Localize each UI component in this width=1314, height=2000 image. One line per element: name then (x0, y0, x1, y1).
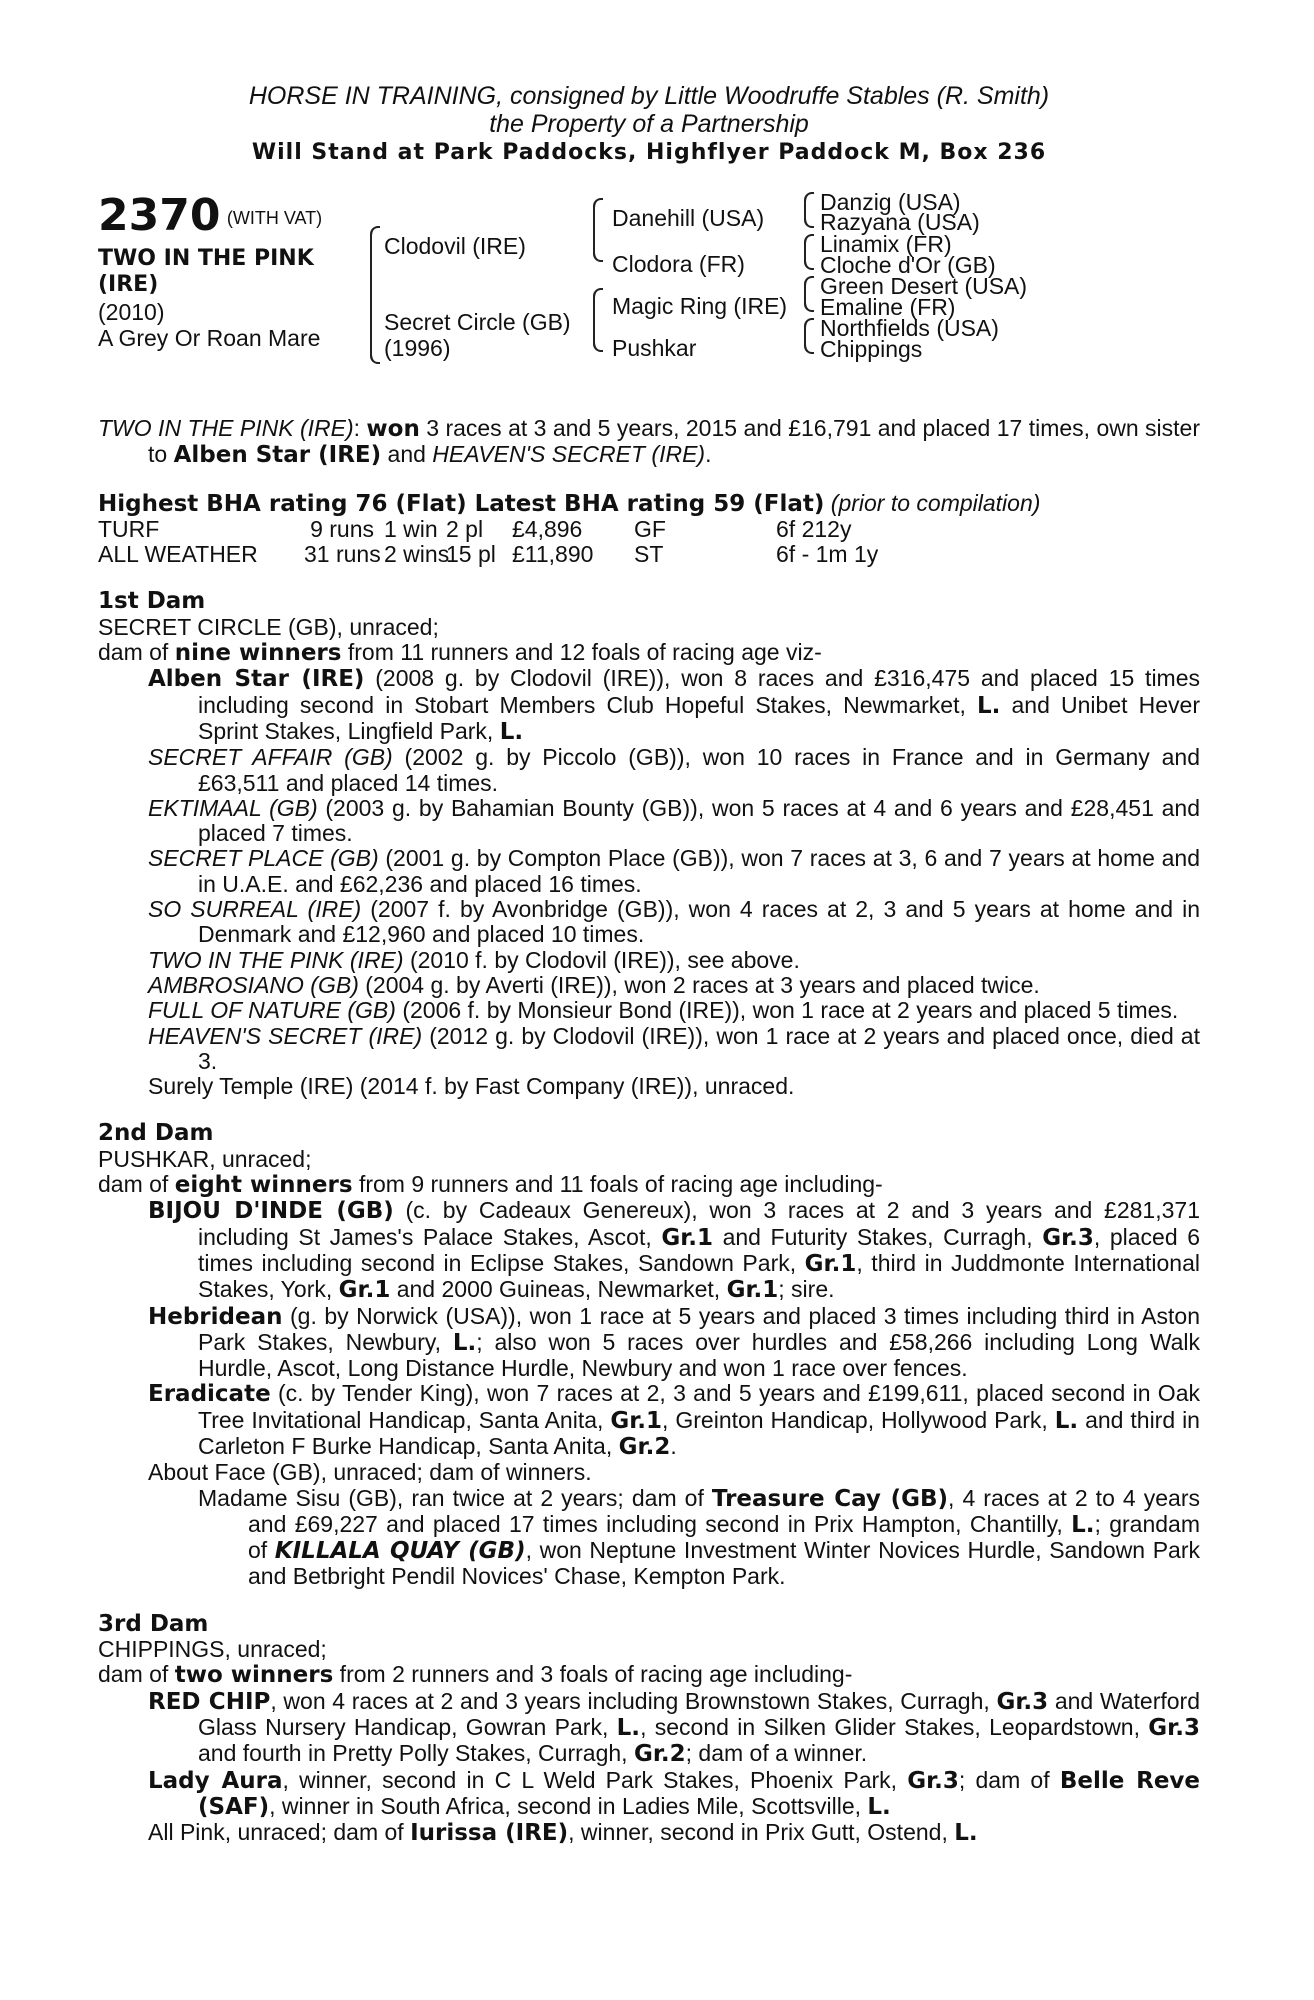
produce-name: FULL OF NATURE (GB) (148, 997, 396, 1024)
catalogue-page (98, 82, 1200, 1846)
dam-produce-line (98, 1662, 1200, 1688)
produce-pre: dam of (98, 1171, 175, 1198)
group-tag: Gr.3 (1042, 1224, 1094, 1251)
produce-post: from 11 runners and 12 foals of racing age viz- (341, 639, 822, 666)
produce-text: , Greinton Handicap, Hollywood Park, (662, 1406, 1055, 1433)
rating-note: (prior to compilation) (824, 489, 1041, 516)
produce-entry: Surely Temple (IRE) (2014 f. by Fast Company (IRE)), unraced. (148, 1073, 795, 1100)
produce-text: (2012 g. by Clodovil (IRE)), won 1 race at 2 years and placed once, died at 3. (198, 1022, 1200, 1074)
produce-entry: About Face (GB), unraced; dam of winners. (148, 1459, 592, 1486)
produce-text: (2002 g. by Piccolo (GB)), won 10 races in France and in Germany and £63,511 and placed 14 times. (198, 744, 1200, 796)
produce-entry (148, 1198, 1200, 1303)
listed-tag: L. (616, 1714, 641, 1741)
stat-row-turf (98, 517, 1200, 542)
produce-name: SECRET AFFAIR (GB) (148, 744, 393, 771)
winners-count: two winners (174, 1662, 334, 1689)
produce-entry (148, 1820, 1200, 1846)
summary-horse: TWO IN THE PINK (IRE) (98, 415, 354, 441)
produce-name: Hebridean (148, 1303, 283, 1330)
produce-entry (198, 1486, 1200, 1590)
dam-name-line: SECRET CIRCLE (GB), unraced; (98, 613, 439, 640)
produce-text: (2008 g. by Clodovil (IRE)), won 8 races and £316,475 and placed 15 times including second in Stobart Members Club Hopeful Stakes, Newmarket, (198, 665, 1201, 718)
dam-dam: Pushkar (612, 335, 697, 361)
produce-text: and Futurity Stakes, Curragh, (713, 1223, 1043, 1250)
produce-entry (148, 846, 1200, 897)
produce-text: and Unibet Hever Sprint Stakes, Lingfield Park, (198, 691, 1200, 744)
gen3-4: Cloche d'Or (GB) (820, 252, 996, 278)
dam-year: (1996) (384, 335, 451, 361)
produce-pre: dam of (98, 1661, 175, 1688)
produce-name: Lady Aura (148, 1767, 283, 1794)
stat-placed: 2 pl (446, 515, 484, 542)
horse-description: A Grey Or Roan Mare (98, 325, 321, 351)
produce-name: Iurissa (IRE) (410, 1820, 569, 1847)
group-tag: Gr.1 (804, 1250, 857, 1277)
stat-wins: 2 wins (384, 541, 450, 568)
dam-produce-line (98, 1172, 1200, 1198)
group-tag: Gr.3 (1148, 1714, 1200, 1741)
produce-name: EKTIMAAL (GB) (148, 794, 318, 821)
produce-entry (148, 1024, 1200, 1075)
listed-tag: L. (499, 718, 524, 745)
produce-post: from 2 runners and 3 foals of racing age including- (333, 1661, 853, 1688)
stat-runs: 31 runs (304, 541, 381, 568)
section-heading: 1st Dam (98, 588, 206, 615)
produce-entry (148, 796, 1200, 847)
horse-name-line2: (IRE) (98, 272, 159, 297)
produce-text: , second in Silken Glider Stakes, Leopardstown, (640, 1713, 1149, 1740)
produce-name: TWO IN THE PINK (IRE) (148, 946, 404, 973)
group-tag: Gr.1 (726, 1277, 779, 1304)
produce-entry (148, 1304, 1200, 1382)
produce-text: , winner in South Africa, second in Ladies Mile, Scottsville, (269, 1792, 868, 1819)
stat-row-all-weather (98, 542, 1200, 567)
gen3-brace-1 (804, 192, 814, 228)
produce-text: (2001 g. by Compton Place (GB)), won 7 races at 3, 6 and 7 years at home and in U.A.E. and £62,236 and placed 16 times. (198, 845, 1200, 897)
winners-count: nine winners (174, 640, 342, 667)
produce-text: (2006 f. by Monsieur Bond (IRE)), won 1 race at 2 years and placed 5 times. (395, 997, 1179, 1024)
produce-entry (148, 973, 1200, 998)
produce-entry (148, 948, 1200, 973)
produce-entry (148, 1381, 1200, 1460)
stat-wins: 1 win (384, 515, 438, 542)
produce-text: and fourth in Pretty Polly Stakes, Curragh, (198, 1740, 634, 1767)
produce-text: Madame Sisu (GB), ran twice at 2 years; dam of (198, 1484, 712, 1511)
listed-tag: L. (954, 1820, 978, 1847)
first-dam-section (98, 589, 1200, 1099)
rating-values: Highest BHA rating 76 (Flat) Latest BHA rating 59 (Flat) (98, 490, 825, 517)
produce-text: ; sire. (778, 1276, 835, 1303)
produce-text: (2003 g. by Bahamian Bounty (GB)), won 5 races at 4 and 6 years and £28,451 and placed 7 times. (198, 794, 1200, 847)
ratings-block (98, 491, 1200, 568)
gen3-6: Emaline (FR) (820, 294, 956, 320)
produce-entry (148, 745, 1200, 796)
group-tag: Gr.2 (633, 1741, 686, 1768)
produce-text: ; dam of (958, 1766, 1060, 1793)
produce-name: AMBROSIANO (GB) (148, 971, 359, 998)
listed-tag: L. (1054, 1407, 1079, 1434)
summary-sibling-2: HEAVEN'S SECRET (IRE) (432, 441, 706, 468)
section-heading: 2nd Dam (98, 1120, 214, 1147)
produce-text: (2004 g. by Averti (IRE)), won 2 races at 3 years and placed twice. (358, 971, 1040, 998)
produce-text: , winner, second in Prix Gutt, Ostend, (568, 1819, 955, 1846)
summary-won: won (366, 416, 420, 442)
produce-text: , winner, second in C L Weld Park Stakes, Phoenix Park, (282, 1766, 908, 1793)
produce-name: SO SURREAL (IRE) (148, 896, 362, 923)
dam-sire: Magic Ring (IRE) (612, 293, 788, 319)
stat-going: ST (634, 541, 664, 568)
ratings-heading (98, 491, 1200, 517)
stat-money: £4,896 (512, 515, 583, 542)
produce-entry (148, 1689, 1200, 1768)
produce-name: KILLALA QUAY (GB) (274, 1538, 526, 1565)
produce-text: and 2000 Guineas, Newmarket, (390, 1276, 727, 1303)
produce-entry (148, 1768, 1200, 1821)
listed-tag: L. (452, 1329, 477, 1356)
gen3-brace-2 (804, 234, 814, 270)
produce-entry (148, 998, 1200, 1023)
pedigree-block (98, 190, 1200, 420)
dam-parents-brace (593, 288, 605, 352)
gen3-brace-3 (804, 276, 814, 312)
horse-name (98, 246, 368, 298)
produce-text: , third in Juddmonte International Stakes, York, (198, 1249, 1200, 1303)
produce-post: from 9 runners and 11 foals of racing age including- (352, 1171, 883, 1198)
produce-name: SECRET PLACE (GB) (148, 845, 379, 872)
dam-produce-line (98, 640, 1200, 666)
produce-text: and third in Carleton F Burke Handicap, Santa Anita, (198, 1406, 1200, 1459)
produce-name: HEAVEN'S SECRET (IRE) (148, 1022, 423, 1049)
produce-text: and Waterford Glass Nursery Handicap, Gowran Park, (198, 1687, 1200, 1740)
location-line: Will Stand at Park Paddocks, Highflyer Paddock M, Box 236 (251, 140, 1047, 165)
stat-surface: TURF (98, 515, 160, 542)
stat-placed: 15 pl (446, 541, 496, 568)
group-tag: Gr.1 (661, 1224, 714, 1251)
gen3-3: Linamix (FR) (820, 231, 952, 257)
produce-entry (148, 897, 1200, 948)
summary-and: and (381, 441, 433, 468)
stat-distance: 6f - 1m 1y (776, 541, 879, 568)
stat-money: £11,890 (512, 541, 594, 568)
gen3-brace-4 (804, 318, 814, 354)
second-dam-section (98, 1121, 1200, 1589)
produce-text: (c. by Tender King), won 7 races at 2, 3 and 5 years and £199,611, placed second in Oak Tree Invitational Handicap, Santa Anita, (198, 1380, 1200, 1433)
sire-dam-brace (370, 226, 382, 364)
horse-name-line1: TWO IN THE PINK (98, 246, 314, 271)
produce-text: (g. by Norwick (USA)), won 1 race at 5 years and placed 3 times including third in Aston Park Stakes, Newbury, (198, 1302, 1200, 1355)
group-tag: Gr.3 (996, 1688, 1049, 1715)
stat-distance: 6f 212y (776, 515, 852, 542)
produce-entry (148, 666, 1200, 745)
gen3-5: Green Desert (USA) (820, 273, 1028, 299)
produce-name: BIJOU D'INDE (GB) (148, 1198, 394, 1225)
stat-surface: ALL WEATHER (98, 541, 258, 568)
produce-text: . (670, 1432, 677, 1459)
gen3-8: Chippings (820, 336, 923, 362)
produce-text: (c. by Cadeaux Genereux), won 3 races at 2 and 3 years and £281,371 including St James's Palace Stakes, Ascot, (198, 1197, 1200, 1250)
consignor-line: HORSE IN TRAINING, consigned by Little Woodruffe Stables (R. Smith) (248, 82, 1050, 110)
lot-heading (98, 192, 322, 240)
produce-text: , won Neptune Investment Winter Novices Hurdle, Sandown Park and Betbright Pendil Novices' Chase, Kempton Park. (248, 1537, 1200, 1590)
produce-pre: dam of (98, 639, 175, 666)
winners-count: eight winners (174, 1172, 353, 1199)
listed-tag: L. (867, 1793, 891, 1820)
third-dam-section (98, 1612, 1200, 1847)
foaling-year: (2010) (98, 299, 165, 325)
sire-dam: Clodora (FR) (612, 251, 745, 277)
gen3-7: Northfields (USA) (820, 315, 999, 341)
produce-name: RED CHIP (148, 1688, 271, 1715)
section-heading: 3rd Dam (98, 1610, 209, 1637)
lot-number: 2370 (98, 190, 221, 241)
dam-name-line: PUSHKAR, unraced; (98, 1145, 312, 1172)
stat-runs: 9 runs (310, 515, 374, 542)
produce-text: , won 4 races at 2 and 3 years including Brownstown Stakes, Curragh, (270, 1687, 997, 1714)
produce-name: Belle Reve (SAF) (198, 1767, 1201, 1820)
gen3-1: Danzig (USA) (820, 189, 961, 215)
gen3-2: Razyana (USA) (820, 209, 980, 235)
group-tag: Gr.1 (338, 1277, 391, 1304)
produce-text: ; grandam of (248, 1510, 1201, 1564)
sire: Clodovil (IRE) (384, 233, 526, 259)
produce-name: Alben Star (IRE) (148, 666, 365, 693)
produce-text: , 4 races at 2 to 4 years and £69,227 and placed 17 times including second in Prix Hampton, Chantilly, (248, 1484, 1201, 1537)
produce-text: (2007 f. by Avonbridge (GB)), won 4 races at 2, 3 and 5 years at home and in Denmark and £12,960 and placed 10 times. (198, 896, 1200, 948)
vat-note: (WITH VAT) (226, 208, 323, 228)
stat-going: GF (634, 515, 666, 542)
summary-text: 3 races at 3 and 5 years, 2015 and £16,791 and placed 17 times, own sister to (148, 415, 1200, 468)
group-tag: Gr.2 (618, 1433, 671, 1460)
sire-parents-brace (593, 198, 605, 262)
listed-tag: L. (976, 692, 1001, 719)
sire-sire: Danehill (USA) (612, 205, 765, 231)
summary-end: . (705, 441, 712, 468)
group-tag: Gr.3 (907, 1767, 959, 1794)
dam-name-line: CHIPPINGS, unraced; (98, 1636, 327, 1663)
produce-name: Eradicate (148, 1381, 271, 1408)
dam: Secret Circle (GB) (384, 309, 571, 335)
summary-sibling-1: Alben Star (IRE) (173, 442, 382, 469)
produce-text: ; also won 5 races over hurdles and £58,266 including Long Walk Hurdle, Ascot, Long Distance Hurdle, Newbury and won 1 race over fences. (198, 1328, 1200, 1382)
group-tag: Gr.1 (610, 1407, 663, 1434)
produce-text: , placed 6 times including second in Eclipse Stakes, Sandown Park, (198, 1223, 1200, 1276)
race-summary (98, 416, 1200, 469)
produce-text: ; dam of a winner. (685, 1740, 868, 1767)
produce-text: (2010 f. by Clodovil (IRE)), see above. (403, 946, 800, 973)
summary-colon: : (353, 415, 367, 441)
listed-tag: L. (1071, 1511, 1095, 1538)
produce-name: Treasure Cay (GB) (711, 1485, 948, 1512)
property-line: the Property of a Partnership (489, 110, 809, 138)
produce-text: All Pink, unraced; dam of (148, 1819, 411, 1846)
